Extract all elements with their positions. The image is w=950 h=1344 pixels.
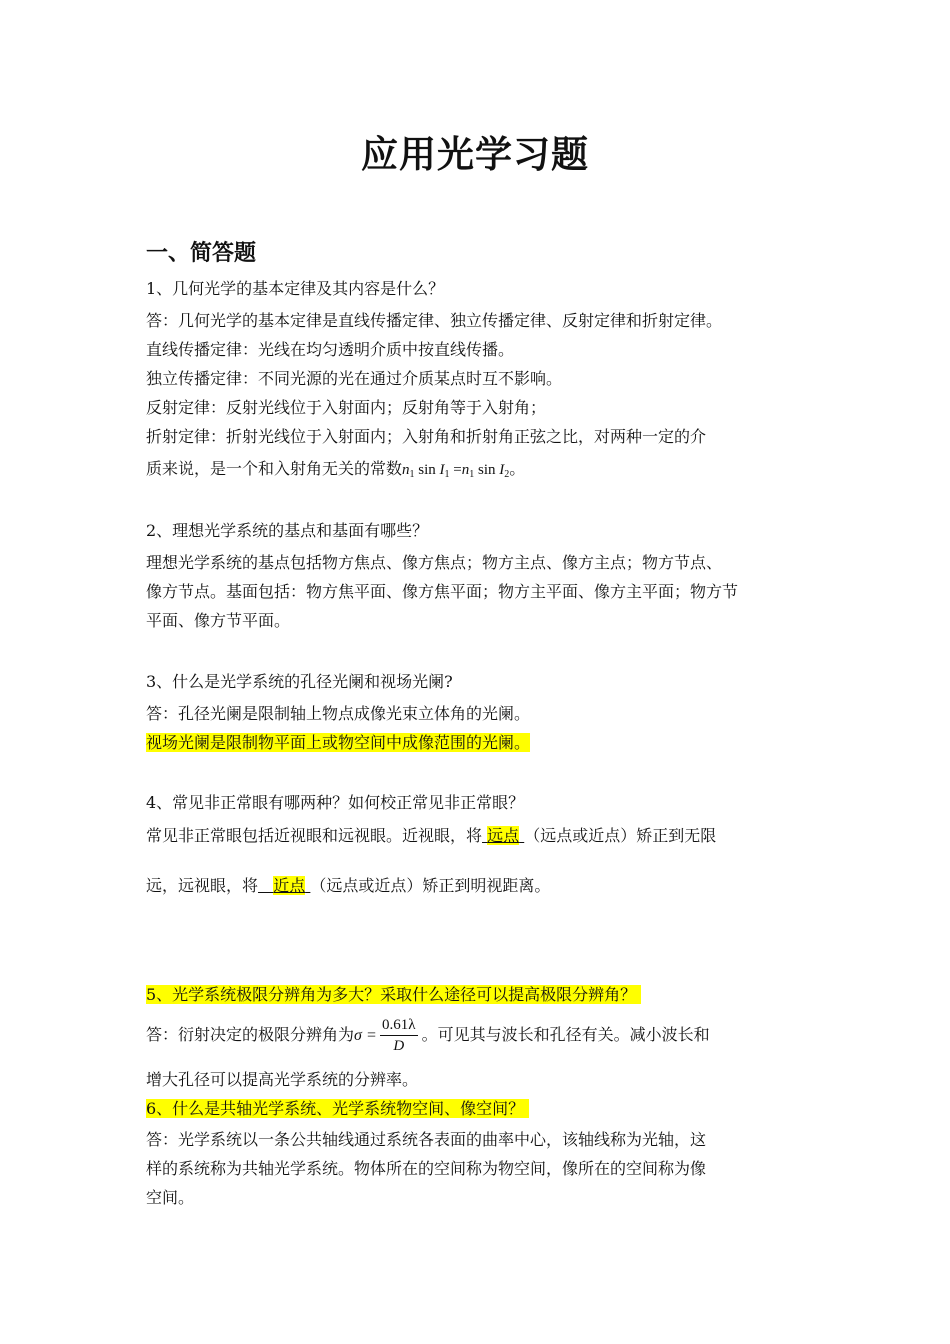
highlighted-question-6: 6、什么是共轴光学系统、光学系统物空间、像空间？ — [146, 1099, 525, 1118]
highlighted-answer: 视场光阑是限制物平面上或物空间中成像范围的光阑。 — [146, 733, 531, 752]
answer-1-line-3: 独立传播定律：不同光源的光在通过介质某点时互不影响。 — [146, 369, 563, 388]
answer-5-line-1: 答：衍射决定的极限分辨角为σ = $\frac{0.61\lambda}{D}$ 。可见其与波长和孔径有关。减小波长和 — [146, 1017, 710, 1054]
question-5 — [146, 984, 641, 1006]
question-4: 4、常见非正常眼有哪两种？如何校正常见非正常眼？ — [146, 793, 525, 812]
answer-1-line-4: 反射定律：反射光线位于入射面内；反射角等于入射角； — [146, 398, 547, 417]
answer-1-line-5: 折射定律：折射光线位于入射面内；入射角和折射角正弦之比，对两种一定的介 — [146, 427, 707, 446]
answer-1-line-1: 答：几何光学的基本定律是直线传播定律、独立传播定律、反射定律和折射定律。 — [146, 311, 723, 330]
fill-blank-near-point: 近点 — [273, 876, 306, 895]
fill-blank-far-point: 远点 — [487, 826, 520, 845]
answer-2-line-3: 平面、像方节平面。 — [146, 611, 291, 630]
answer-1-line-6: 质来说，是一个和入射角无关的常数$n_1$ $\sin I_1 =n_1$ $\sin I_2$。 — [146, 459, 526, 480]
page-title: 应用光学习题 — [361, 133, 589, 176]
answer-6-line-3: 空间。 — [146, 1188, 195, 1207]
answer-5-line-2: 增大孔径可以提高光学系统的分辨率。 — [146, 1070, 419, 1089]
resolution-fraction: $\frac{0.61\lambda}{D}$ — [382, 1017, 416, 1054]
snell-formula: $n_1$ $\sin I_1 =n_1$ $\sin I_2$ — [402, 462, 510, 480]
answer-2-line-1: 理想光学系统的基点包括物方焦点、像方焦点；物方主点、像方主点；物方节点、 — [146, 553, 723, 572]
answer-2-line-2: 像方节点。基面包括：物方焦平面、像方焦平面；物方主平面、像方主平面；物方节 — [146, 582, 739, 601]
answer-3-line-2 — [146, 732, 530, 754]
question-2: 2、理想光学系统的基点和基面有哪些？ — [146, 521, 429, 540]
sigma-symbol: σ — [354, 1027, 362, 1044]
answer-3-line-1: 答：孔径光阑是限制轴上物点成像光束立体角的光阑。 — [146, 704, 531, 723]
section-heading: 一、简答题 — [146, 241, 257, 266]
highlighted-question-5: 5、光学系统极限分辨角为多大？采取什么途径可以提高极限分辨角？ — [146, 985, 637, 1004]
answer-6-line-1: 答：光学系统以一条公共轴线通过系统各表面的曲率中心，该轴线称为光轴，这 — [146, 1130, 707, 1149]
answer-1-line-6-text: 质来说，是一个和入射角无关的常数 — [146, 459, 403, 478]
answer-4-line-2: 远，远视眼，将 近点 （远点或近点）矫正到明视距离。 — [146, 876, 551, 895]
answer-6-line-2: 样的系统称为共轴光学系统。物体所在的空间称为物空间，像所在的空间称为像 — [146, 1159, 707, 1178]
question-3: 3、什么是光学系统的孔径光阑和视场光阑? — [146, 672, 453, 691]
question-6 — [146, 1098, 529, 1120]
answer-4-line-1: 常见非正常眼包括近视眼和远视眼。近视眼，将 远点 （远点或近点）矫正到无限 — [146, 826, 717, 845]
answer-1-line-2: 直线传播定律：光线在均匀透明介质中按直线传播。 — [146, 340, 515, 359]
question-1: 1、几何光学的基本定律及其内容是什么？ — [146, 279, 445, 298]
